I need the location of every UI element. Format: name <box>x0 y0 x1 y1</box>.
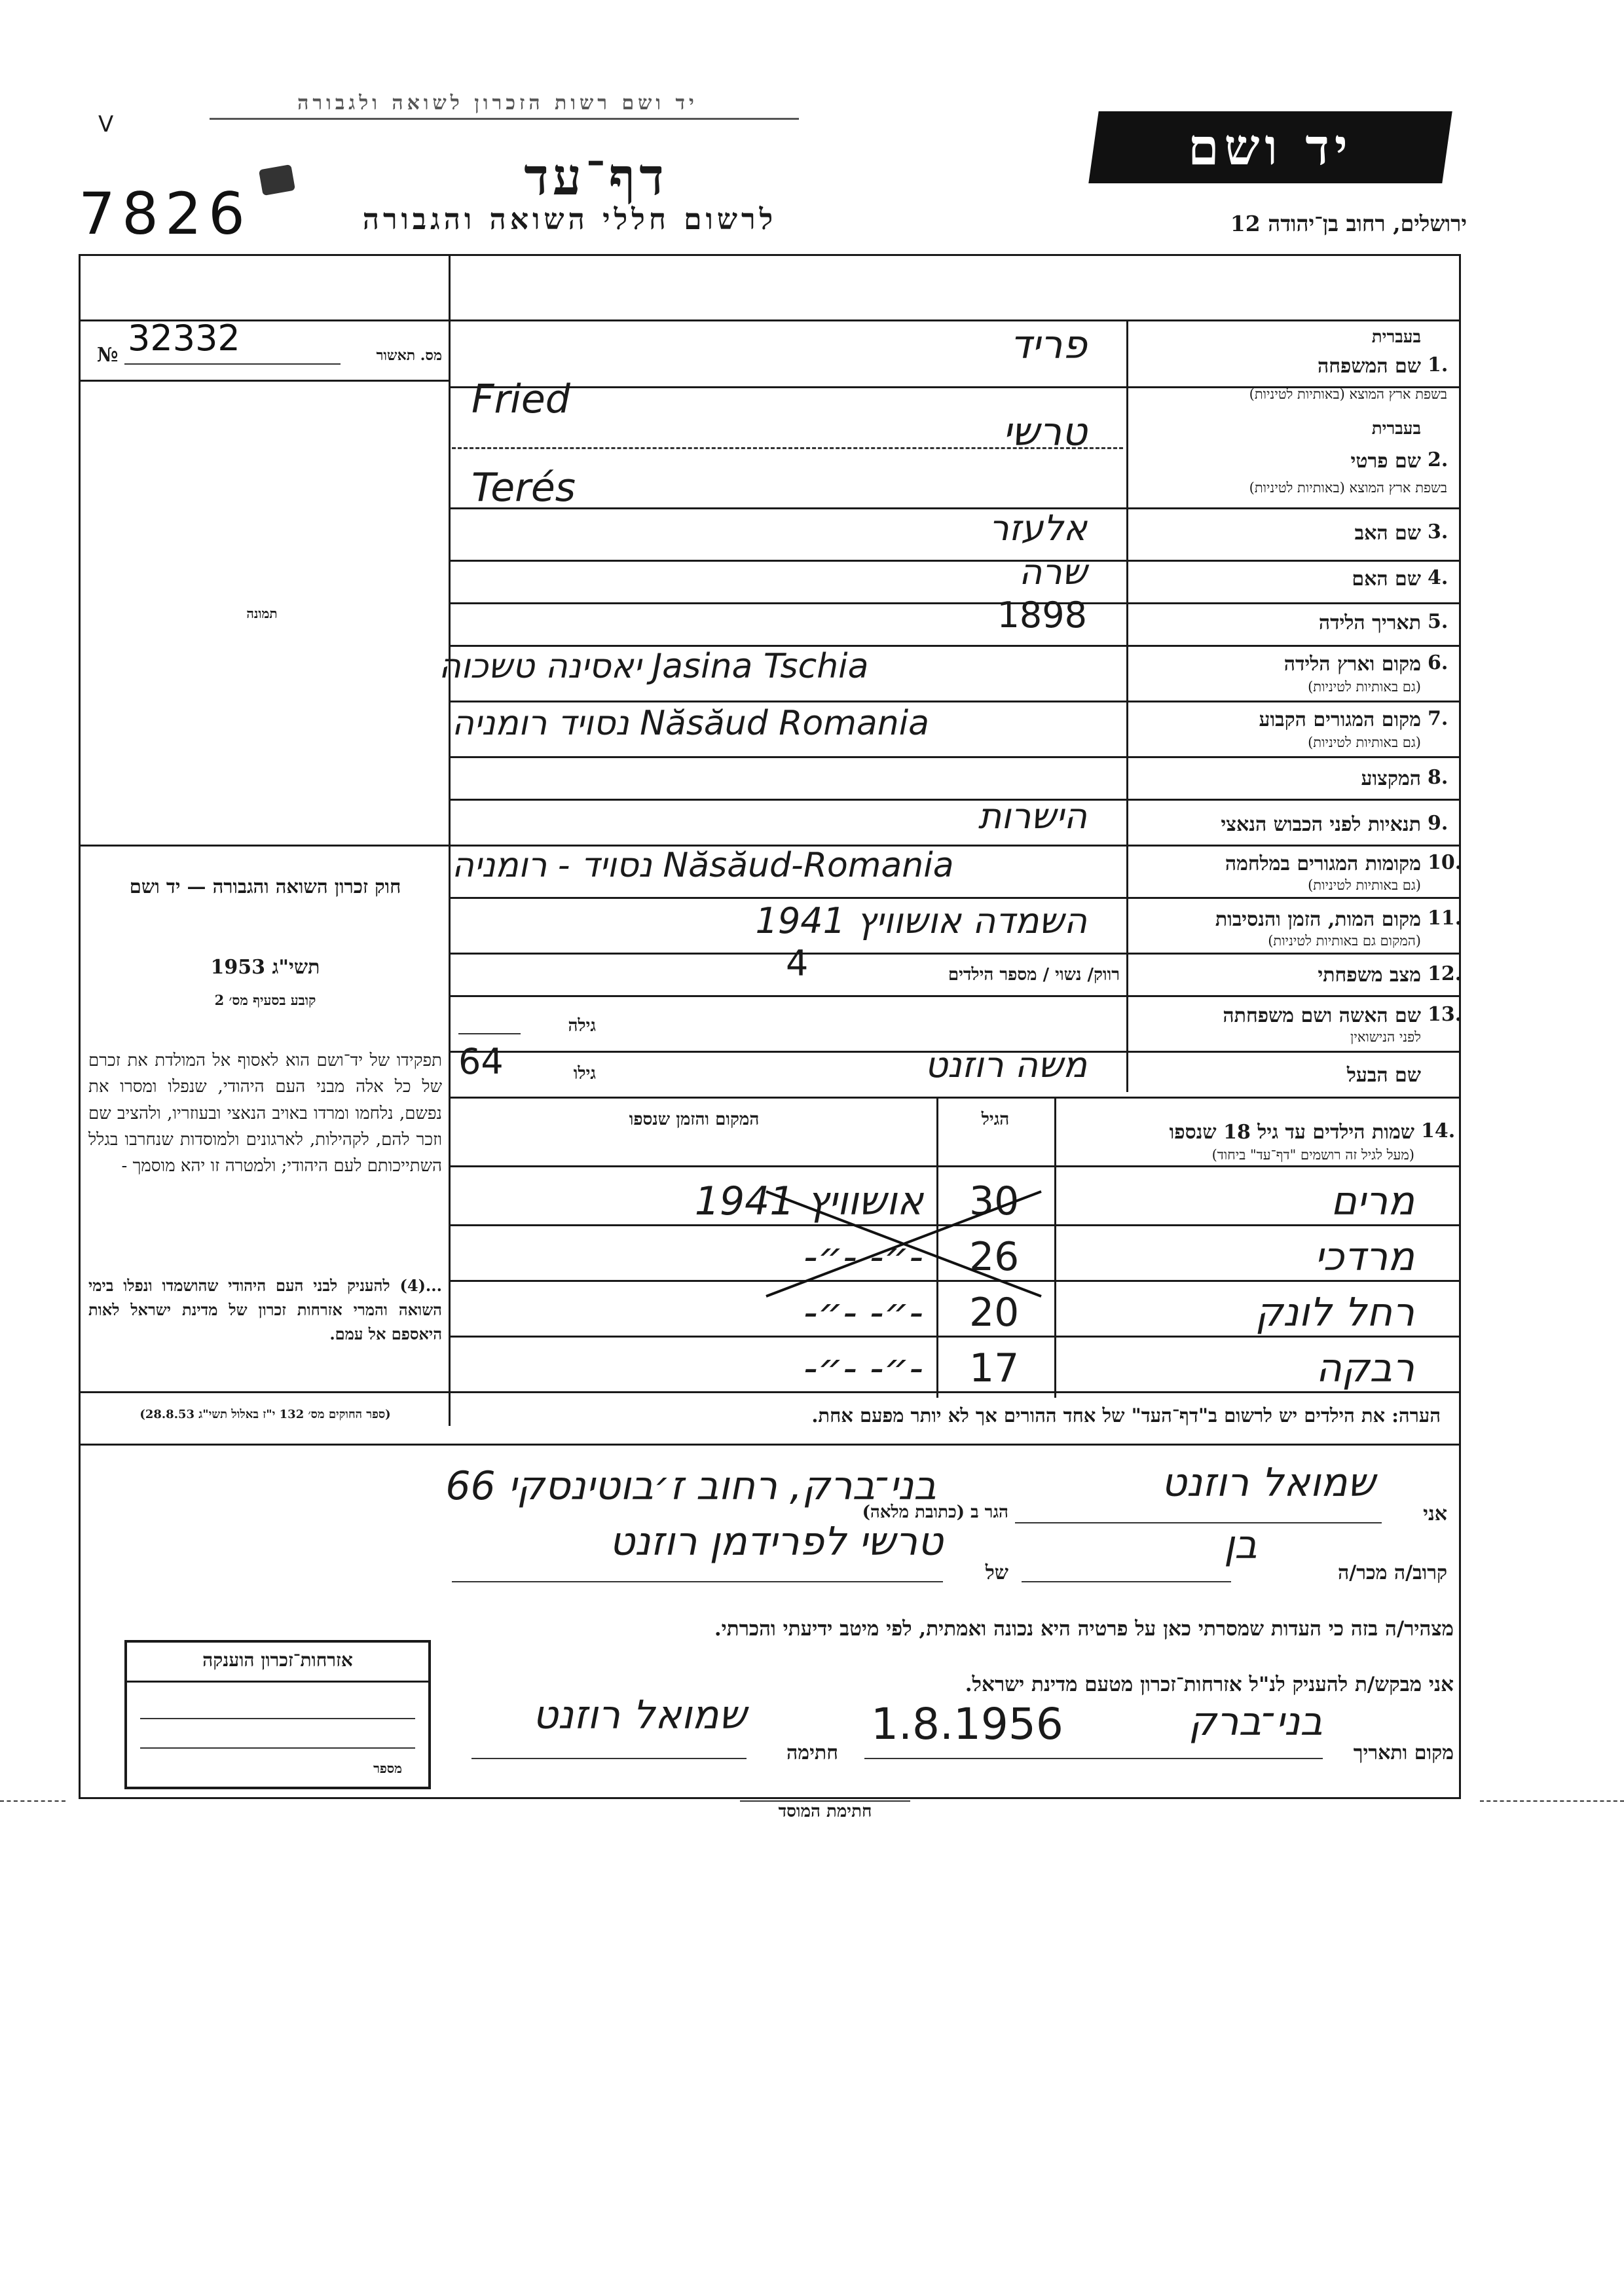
field-3-num: 3. <box>1428 520 1449 543</box>
field-6-label: מקום וארץ הלידה <box>1283 653 1421 676</box>
field-13-label: שם האשה ושם משפחתה <box>1223 1004 1421 1027</box>
date-underline <box>864 1758 1323 1759</box>
top-strip: יד ושם רשות הזכרון לשואה ולגבורה <box>297 92 698 115</box>
field-5-num: 5. <box>1428 610 1449 633</box>
field-10-label: מקומות המגורים במלחמה <box>1225 852 1421 875</box>
children-col-2 <box>1054 1097 1056 1398</box>
frame-top-2 <box>79 319 1460 321</box>
field-4-hw: שרה <box>1018 551 1087 592</box>
form-subtitle: לרשום חללי השואה והגבורה <box>362 203 777 236</box>
scan-edge-left <box>0 1800 65 1802</box>
field-4-label: שם האם <box>1352 568 1421 591</box>
field-3-hw: אלעזר <box>989 507 1087 549</box>
citizenship-box <box>124 1640 431 1789</box>
field-7-hw: נסויד רומניה Năsăud Romania <box>452 704 930 743</box>
field-7-sub: (גם באותיות לטיניות) <box>1308 735 1421 750</box>
field-5-label: תאריך הלידה <box>1318 611 1421 634</box>
rule-10 <box>449 897 1460 899</box>
field-7-label: מקום המגורים הקבוע <box>1259 708 1421 731</box>
rule-11 <box>449 953 1460 955</box>
child-3-name: רחל לונק <box>1255 1290 1414 1336</box>
field-2-lang: בעברית <box>1371 419 1421 439</box>
field-1-hw-latin: Fried <box>471 376 570 422</box>
relation-underline <box>1022 1581 1231 1582</box>
children-col-place: המקום והזמן שנספו <box>629 1110 760 1129</box>
file-number: 7826 <box>79 180 251 247</box>
signature-label: חתימה <box>786 1741 838 1764</box>
citizenship-box-title: אזרחות־זכרון הוענקה <box>202 1649 353 1671</box>
field-12-printed: רווק/ נשוי / מספר הילדים <box>948 965 1120 985</box>
field-12-label: מצב משפחתי <box>1318 964 1421 987</box>
field-13-sub: לפני הנישואין <box>1350 1029 1421 1045</box>
ani-value: שמואל רוזנט <box>1161 1460 1375 1506</box>
no-label: № <box>97 344 119 367</box>
signature-value: שמואל רוזנט <box>532 1692 747 1738</box>
relation-label: קרוב/ה מכר/ה <box>1338 1561 1447 1584</box>
child-2-age: 26 <box>969 1234 1020 1280</box>
residing-value: בני־ברק, רחוב ז׳בוטינסקי 66 <box>445 1463 936 1509</box>
law-year: תשי"ג 1953 <box>210 956 320 979</box>
children-title: שמות הילדים עד גיל 18 שנספו <box>1169 1121 1414 1144</box>
field-13-num: 13. <box>1428 1003 1462 1026</box>
place-date-label: מקום ותאריך <box>1353 1741 1454 1764</box>
field-8-label: המקצוע <box>1361 767 1421 790</box>
field-2-num: 2. <box>1428 448 1449 471</box>
child-3-age: 20 <box>969 1290 1020 1336</box>
corner-mark: V <box>98 111 114 137</box>
child-4-age: 17 <box>969 1345 1020 1391</box>
field-2-hw-latin: Terés <box>471 465 576 511</box>
field-5-hw: 1898 <box>997 594 1087 636</box>
field-1-label: שם המשפחה <box>1317 355 1421 378</box>
field-3-label: שם האב <box>1354 522 1421 545</box>
children-bottom <box>449 1391 1460 1393</box>
frame-left <box>79 254 81 1799</box>
law-box-bottom <box>79 1391 449 1393</box>
approval-label: מס. תאשור <box>376 347 442 364</box>
husband-label: שם הבעל <box>1346 1064 1421 1087</box>
children-row-3 <box>449 1336 1460 1338</box>
relation-value: בן <box>1223 1522 1257 1568</box>
children-num: 14. <box>1421 1120 1456 1142</box>
field-8-num: 8. <box>1428 766 1449 789</box>
field-12-hw: 4 <box>786 943 809 984</box>
field-12-num: 12. <box>1428 962 1462 985</box>
date-value: 1.8.1956 <box>871 1699 1063 1749</box>
field-11-sub: (המקום גם באותיות לטיניות) <box>1268 933 1421 949</box>
field-6-sub: (גם באותיות לטיניות) <box>1308 679 1421 695</box>
children-note: הערה: את הילדים יש לרשום ב"דף־העד" של אחד ההורים אך לא יותר מפעם אחת. <box>811 1404 1441 1427</box>
child-2-place: -״- -״- <box>803 1234 923 1280</box>
field-7-num: 7. <box>1428 707 1449 730</box>
ani-label: אני <box>1423 1503 1447 1525</box>
field-1-hw-hebrew: פריד <box>1010 322 1087 368</box>
logo-text: יד ושם <box>1188 118 1353 176</box>
field-1-sub: בשפת ארץ המוצא (באותיות לטיניות) <box>1249 386 1447 402</box>
address: ירושלים, רחוב בן־יהודה 12 <box>1230 211 1467 236</box>
husband-age-hw: 64 <box>458 1041 504 1082</box>
child-1-age: 30 <box>969 1178 1020 1224</box>
of-value: טרשי לפרידמן רוזנט <box>609 1519 943 1565</box>
field-11-label: מקום המות, הזמן והנסיבות <box>1215 908 1421 931</box>
top-strip-rule <box>210 118 799 120</box>
request: אני מבקש/ת להעניק לנ"ל אזרחות־זכרון מטעם מדינת ישראל. <box>965 1673 1454 1696</box>
left-column-divider <box>449 254 451 1426</box>
children-col-age: הגיל <box>981 1110 1010 1129</box>
law-source: (ספר החוקים מס׳ 132 י"ז באלול תשי"ג 28.8.53) <box>139 1408 391 1421</box>
citizenship-box-number: מספר <box>373 1760 402 1776</box>
frame-right <box>1459 254 1461 1799</box>
field-9-label: תנאיות לפני הכבוש הנאצי <box>1221 813 1421 836</box>
husband-age-label: גילו <box>573 1064 596 1084</box>
law-purpose: תפקידו של יד־ושם הוא לאסוף אל המולדת את זכרם של כל אלה מבני העם היהודי, שנפלו ומסרו את נפשם, נלחמו ומרדו באויב הנאצי ובעוזריו, ולהציב שם וזכר להם, לקהילות, לארגונים ולמוסדות שנחרבו בגלל השתייכותם לעם היהודי; ולמטרה זו יהא מוסמך - <box>88 1051 442 1176</box>
field-10-sub: (גם באותיות לטיניות) <box>1308 877 1421 893</box>
law-clause: קובע בסעיף מס׳ 2 <box>214 992 316 1008</box>
field-2-label: שם פרטי <box>1350 450 1421 473</box>
law-clause-4: ...(4) להעניק לבני העם היהודי שהושמדו ונפלו בימי השואה והמרי אזרחות זכרון של מדינת ישראל לאות היאספם אל עמם. <box>88 1276 442 1344</box>
approval-underline <box>124 363 341 365</box>
child-2-name: מרדכי <box>1314 1234 1414 1280</box>
field-1-num: 1. <box>1428 354 1449 376</box>
child-3-place: -״- -״- <box>803 1290 923 1336</box>
official-signature: חתימת המוסד <box>778 1802 872 1821</box>
field-1-lang: בעברית <box>1371 327 1421 347</box>
field-10-num: 10. <box>1428 851 1462 874</box>
frame-top <box>79 254 1460 256</box>
rule-husband <box>449 1097 1460 1099</box>
stamp-blot <box>259 164 295 196</box>
statement: מצהיר/ה בזה כי העדות שמסרתי כאן על פרטיה היא נכונה ואמתית, לפי מיטב ידיעתי והכרתי. <box>714 1617 1454 1641</box>
law-heading: חוק זכרון השואה והגבורה — יד ושם <box>129 875 401 898</box>
child-4-place: -״- -״- <box>803 1345 923 1391</box>
place-value: בני־ברק <box>1189 1699 1323 1745</box>
law-box-top <box>79 845 449 847</box>
field-11-hw: השמדה אושוויץ 1941 <box>755 900 1087 941</box>
scan-edge-right <box>1480 1800 1624 1802</box>
form-title: דף־עד <box>524 147 668 207</box>
approval-number: 32332 <box>128 318 240 359</box>
field-11-num: 11. <box>1428 907 1462 930</box>
of-label: של <box>985 1561 1008 1584</box>
photo-label: תמונה <box>246 606 278 621</box>
field-9-num: 9. <box>1428 812 1449 835</box>
field-6-num: 6. <box>1428 651 1449 674</box>
signature-underline <box>471 1758 747 1759</box>
field-2-sub: בשפת ארץ המוצא (באותיות לטיניות) <box>1249 480 1447 496</box>
children-sub: (מעל לגיל זה רושמים "דף־עד" ביחוד) <box>1211 1147 1414 1163</box>
husband-hw: משה רוזנט <box>925 1044 1087 1085</box>
field-6-hw: יאסינה טשכוה Jasina Tschia <box>439 647 869 686</box>
rule-7 <box>449 756 1460 758</box>
rule-6 <box>449 701 1460 702</box>
wife-age-label: גילה <box>568 1016 596 1036</box>
frame-bottom <box>79 1797 1460 1799</box>
note-rule <box>79 1444 1460 1446</box>
official-signature-line <box>740 1800 910 1802</box>
yad-vashem-logo <box>1088 111 1452 183</box>
residing-label: הגר ב (כתובת מלאה) <box>862 1503 1008 1522</box>
of-underline <box>452 1581 943 1582</box>
field-10-hw: נסויד - רומניה Năsăud-Romania <box>452 846 954 885</box>
child-1-place: אושוויץ 1941 <box>694 1178 923 1224</box>
field-9-hw: הישרות <box>978 795 1087 837</box>
strike-cross <box>760 1178 1048 1309</box>
children-header-rule <box>449 1165 1460 1167</box>
child-1-name: מרים <box>1331 1178 1414 1224</box>
label-column-divider <box>1126 319 1128 1092</box>
wife-age-line <box>458 1033 521 1034</box>
field-4-num: 4. <box>1428 566 1449 589</box>
rule-12 <box>449 995 1460 997</box>
approval-rule <box>79 380 449 382</box>
field-2-hw-hebrew: טרשי <box>1003 409 1087 455</box>
child-4-name: רבקה <box>1316 1345 1414 1391</box>
